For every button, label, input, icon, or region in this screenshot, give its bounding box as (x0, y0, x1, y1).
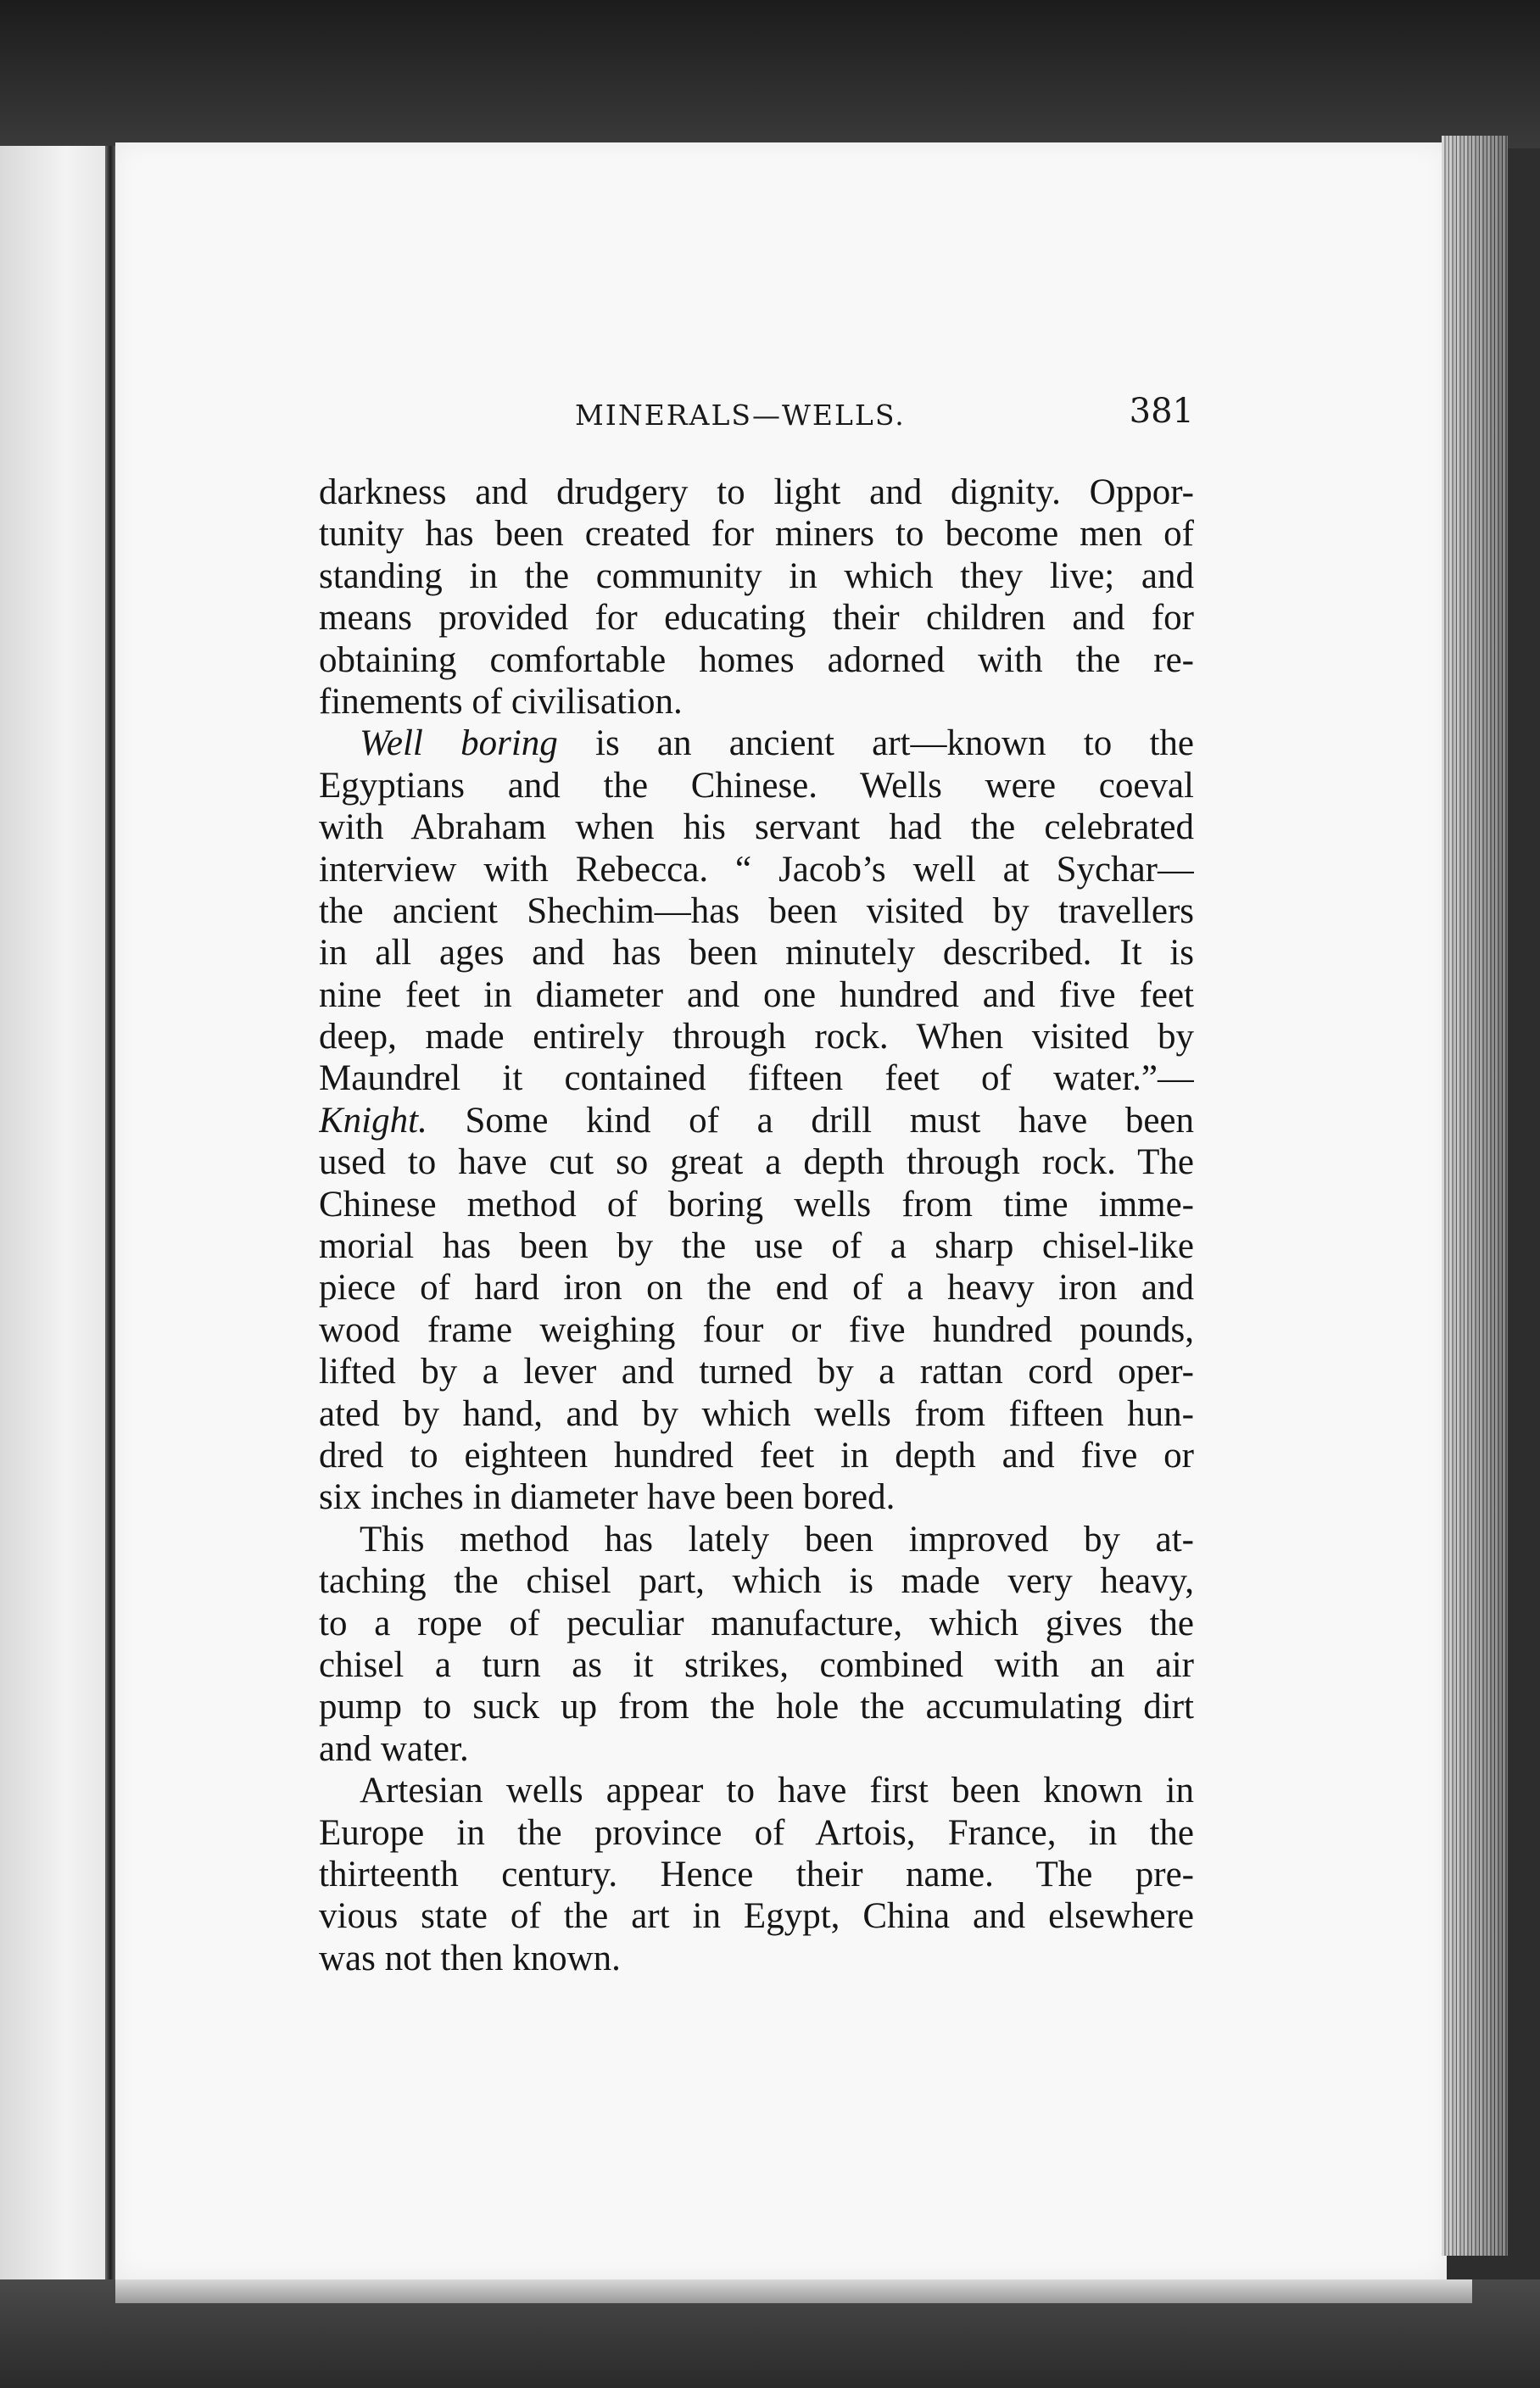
text-line: Chinese method of boring wells from time imme- (319, 1184, 1194, 1225)
scan-background-top (0, 0, 1540, 148)
italic-term-well-boring: Well boring (360, 723, 558, 764)
text-line: chisel a turn as it strikes, combined with an air (319, 1644, 1194, 1685)
text-line (319, 1100, 1194, 1141)
text-line: obtaining comfortable homes adorned with the re- (319, 639, 1194, 680)
text-line: in all ages and has been minutely described. It is (319, 933, 1194, 974)
text-line: finements of civilisation. (319, 681, 683, 722)
page-bottom-edge (115, 2279, 1472, 2303)
text-line: six inches in diameter have been bored. (319, 1477, 896, 1518)
text-line: ated by hand, and by which wells from fifteen hun- (319, 1393, 1194, 1434)
page-number: 381 (1129, 392, 1194, 431)
text-line: morial has been by the use of a sharp chisel-like (319, 1226, 1194, 1267)
text-line (319, 723, 1194, 764)
text-line: Egyptians and the Chinese. Wells were coeval (319, 765, 1194, 806)
text-line: to a rope of peculiar manufacture, which gives the (319, 1603, 1194, 1643)
text-line: deep, made entirely through rock. When visited by (319, 1017, 1194, 1057)
text-line: darkness and drudgery to light and dignity. Oppor- (319, 472, 1194, 512)
text-line: lifted by a lever and turned by a rattan cord oper- (319, 1352, 1194, 1392)
text-line: This method has lately been improved by at- (360, 1519, 1194, 1559)
running-head-title: MINERALS—WELLS. (575, 399, 906, 432)
body-text (319, 471, 1194, 1979)
text-line: standing in the community in which they live; and (319, 555, 1194, 596)
page-stack-shade (1442, 136, 1508, 2256)
facing-page-edge (0, 146, 110, 2283)
text-line: was not then known. (319, 1938, 621, 1978)
text-line: vious state of the art in Egypt, China and elsewhere (319, 1896, 1194, 1937)
running-header (321, 392, 1194, 443)
text-line: Artesian wells appear to have first been known in (360, 1771, 1194, 1811)
italic-citation-knight: Knight. (319, 1100, 427, 1141)
text-line: interview with Rebecca. “ Jacob’s well at Sychar— (319, 849, 1194, 890)
text-fragment: is an ancient art—known to the (595, 723, 1194, 764)
text-line: wood frame weighing four or five hundred pounds, (319, 1309, 1194, 1350)
text-line: Europe in the province of Artois, France, in the (319, 1812, 1194, 1853)
text-fragment: Some kind of a drill must have been (465, 1100, 1194, 1141)
text-line: the ancient Shechim—has been visited by travellers (319, 890, 1194, 931)
text-line: taching the chisel part, which is made very heavy, (319, 1561, 1194, 1602)
text-line: dred to eighteen hundred feet in depth and five or (319, 1435, 1194, 1476)
text-line: pump to suck up from the hole the accumulating dirt (319, 1687, 1194, 1727)
book-gutter (105, 146, 115, 2283)
text-line: with Abraham when his servant had the celebrated (319, 807, 1194, 848)
text-line: Maundrel it contained fifteen feet of water.”— (319, 1058, 1194, 1099)
text-line: nine feet in diameter and one hundred and five feet (319, 974, 1194, 1015)
text-line: tunity has been created for miners to become men of (319, 514, 1194, 555)
text-line: used to have cut so great a depth through rock. The (319, 1142, 1194, 1183)
text-line: thirteenth century. Hence their name. The pre- (319, 1854, 1194, 1894)
text-line: and water. (319, 1728, 469, 1769)
text-line: piece of hard iron on the end of a heavy iron and (319, 1268, 1194, 1308)
text-line: means provided for educating their children and for (319, 598, 1194, 639)
